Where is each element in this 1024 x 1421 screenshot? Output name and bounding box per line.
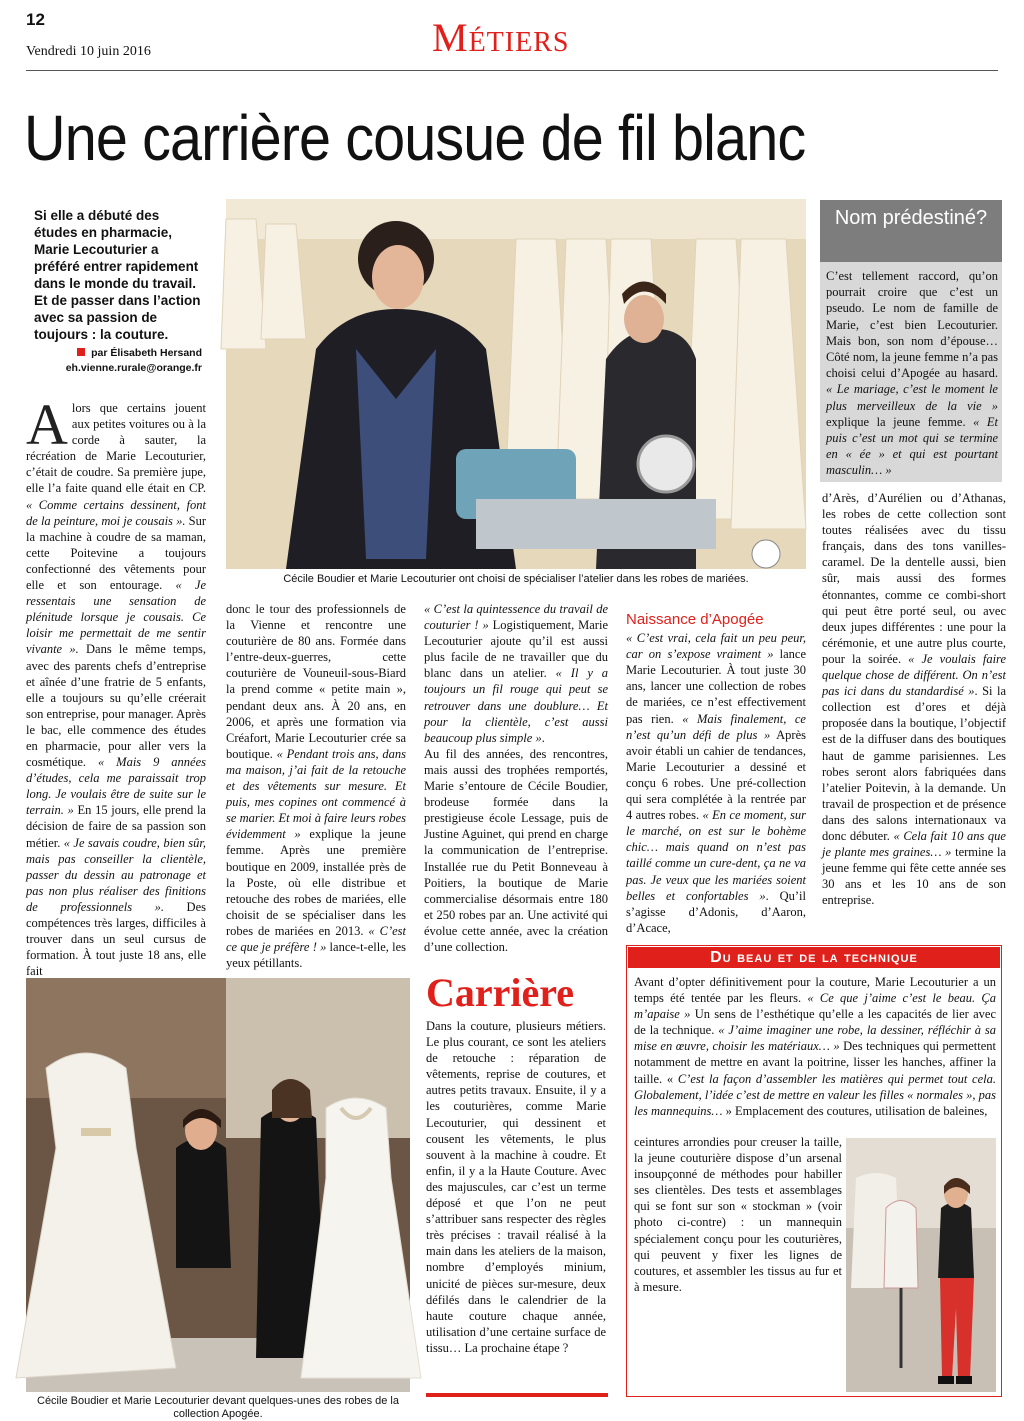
technique-text: Un sens de l’esthétique qu’elle a les capacités de lier avec de la technique. <box>634 1007 997 1038</box>
quote: « Je savais coudre, bien sûr, mais pas conseiller la clientèle, passer du dessin au patronage et pas non plus réaliser des finitions de professionnels ». <box>26 835 206 914</box>
photo-stockman <box>846 1138 996 1392</box>
article-text: lance-t-elle, les yeux pétillants. <box>226 939 406 971</box>
article-column-4 <box>626 612 806 934</box>
byline <box>34 346 202 376</box>
quote: « Mais finalement, ce n’est qu’un défi de plus » <box>626 711 806 742</box>
article-text: explique la jeune femme. Après une première boutique en 2009, installée près de la Poste, où elle distribue et retouche des robes de mariées, elle choisit de se spécialiser dans les robes de mariées en 2013. <box>226 827 406 938</box>
technique-intro <box>634 974 996 1134</box>
photo-atelier-illustration <box>226 199 806 569</box>
section-title: Métiers <box>432 15 570 60</box>
quote: « Et puis c’est un mot qui se termine en « ée » et qui est pourtant masculin… » <box>826 414 999 478</box>
article-text: termine la jeune femme qui fête cette année ses 30 ans et les 10 ans de son entreprise. <box>822 845 1006 908</box>
quote: « Je ressentais une sensation de plénitude lorsque je cousais. Ce loisir me permettait de me sentir vivante ». <box>26 578 206 657</box>
quote: « Cela fait 10 ans que je plante mes graines… » <box>822 828 1006 860</box>
sidebar-text-part: explique la jeune femme. <box>826 414 974 429</box>
dropcap: A <box>26 392 68 457</box>
article-column-3 <box>424 601 608 963</box>
sidebar-text-part: C’est tellement raccord, qu’on pourrait croire que c’est un pseudo. Le nom de famille de Marie, c’est bien Lecouturier. Mais bon, son nom d’épouse… Côté nom, la jeune femme n’a pas choisi celui d’Apogée au hasard. <box>826 269 998 381</box>
photo-atelier <box>226 199 806 569</box>
article-text: . Qu’il s’agisse d’Adonis, d’Aaron, d’Acace, <box>626 888 806 935</box>
sidebar-title: Nom prédestiné? <box>820 200 1002 262</box>
article-text: donc le tour des professionnels de la Vienne et rencontre une couturière de 80 ans. Formée dans l’entre-deux-guerres, cette couturière de Vouneuil-sous-Biard la prend comme « petite main », pendant deux ans. À 20 ans, en 2006, et après une formation via Créafort, Marie Lecouturier crée sa boutique. <box>226 602 406 761</box>
article-text: lors que certains jouent aux petites voitures ou à la corde à sauter, la récréation de Marie Lecouturier, c’était de coudre. Sa première jupe, elle l’a faite quand elle était en CP. <box>26 401 206 496</box>
technique-continued <box>634 1134 842 1392</box>
article-column-1 <box>26 392 206 979</box>
byline-email: eh.vienne.rurale@orange.fr <box>65 362 202 374</box>
technique-text: Avant d’opter définitivement pour la couture, Marie Lecouturier a un temps été tentée par les fleurs. <box>634 975 996 1006</box>
quote: « Je voulais faire quelque chose de différent. On n’est pas ici dans du standardisé » <box>822 651 1006 699</box>
header-rule <box>26 70 998 71</box>
quote: « Comme certains dessinent, font de la peinture, moi je cousais ». <box>26 497 206 528</box>
article-text: . Si la collection est d’ores et déjà proposée dans la boutique, l’objectif est de la diffuser dans des boutiques haut de gamme parisiennes. Les robes seront alors fabriquées dans l’atelier Poitevin, à la demande. Un travail de prospection et de présence dans des salons internationaux va donc débuter. <box>822 684 1006 843</box>
photo-stockman-illustration <box>846 1138 996 1392</box>
carriere-rule <box>426 1393 608 1397</box>
carriere-title: Carrière <box>426 970 575 1015</box>
quote: « J’aime imaginer une robe, la dessiner, réfléchir à sa mise en œuvre, choisir les matériaux… » <box>634 1023 996 1054</box>
byline-author: par Élisabeth Hersand <box>91 347 202 359</box>
article-paragraph: Au fil des années, des rencontres, mais aussi des trophées remportés, Marie s’entoure de Cécile Boudier, brodeuse formée dans la prestigieuse école Lessage, puis de Justine Aguinet, qui prend en charge la communication de l’entreprise. Installée rue du Petit Bonneveau à Poitiers, la boutique de Marie commercialise désormais entre 180 et 250 robes par an. Une activité qui évolue cette année, avec la création d’une collection. <box>424 746 608 954</box>
quote: « C’est vrai, cela fait un peu peur, car on s’expose vraiment » <box>626 631 806 662</box>
subhead-naissance: Naissance d’Apogée <box>626 611 764 628</box>
quote: « C’est la quintessence du travail de couturier ! » <box>424 602 608 633</box>
technique-title: Du beau et de la technique <box>628 947 1000 968</box>
article-text: En 15 jours, elle prend la décision de faire de sa passion son métier. <box>26 803 206 850</box>
article-text: lance Marie Lecouturier. À tout juste 30 ans, lancer une collection de robes de mariées, ce n’est effectivement pas rien. <box>626 647 806 726</box>
page-number: 12 <box>26 10 45 29</box>
article-text: d’Arès, d’Aurélien ou d’Athanas, les robes de cette collection sont toutes réalisées avec du tissu français, dans des tons vanilles-caramel. De la dentelle aussi, bien sûr, mais aussi des formes étonnantes, comme ce combi-short qui peut être porté seul, ou avec deux jupes différentes : une pour la cérémonie, et une autre plus courte, pour la soirée. <box>822 491 1006 666</box>
lede: Si elle a débuté des études en pharmacie, Marie Lecouturier a préféré entrer rapidement dans le monde du travail. Et de passer dans l’action avec sa passion de toujours : la couture. <box>34 208 201 342</box>
article-text: . <box>541 730 545 745</box>
article-column-5 <box>822 490 1006 934</box>
photo-atelier-caption: Cécile Boudier et Marie Lecouturier ont choisi de spécialiser l’atelier dans les robes de mariées. <box>283 573 749 585</box>
technique-text: Des techniques qui permettent notamment de mettre en avant la poitrine, lisser les hanches, affiner la taille. « <box>634 1039 996 1086</box>
article-text: Des compétences très larges, difficiles à trouver dans un seul cursus de formation. À tout juste 18 ans, elle fait <box>26 899 206 979</box>
quote: « Le mariage, c’est le moment le plus merveilleux de la vie » <box>826 382 998 413</box>
article-text: Après avoir établi un cahier de tendances, Marie Lecouturier a dessiné et conçu 6 robes. Une pré-collection qui sera complétée à la rentrée par 4 autres robes. <box>626 727 806 823</box>
article-text: Dans le même temps, avec des parents chefs d’entreprise et aînée d’une fratrie de 5 enfants, elle a toujours su qu’elle créerait son entreprise, pour manager. Après le bac, elle commence des études en pharmacie, pour aller vers la cosmétique. <box>26 642 206 770</box>
article-text: Sur la machine à coudre de sa maman, cette Poitevine a toujours confectionné des vêtements pour elle et son entourage. <box>26 513 206 593</box>
quote: C’est la façon d’assembler les matières qui permet tout cela. Globalement, l’idée c’est de mettre en valeur les filles « normales », pas les mannequins… <box>634 1071 996 1118</box>
photo-collection <box>26 978 410 1392</box>
carriere-text: Dans la couture, plusieurs métiers. Le plus courant, ce sont les ateliers de retouche : réparation de vêtements, reprise de coutures, et autres petits travaux. Ensuite, il y a les couturières, comme Marie Lecouturier, qui dessinent et cousent les vêtements, le plus souvent à la machine à coudre. Et enfin, il y a la Haute Couture. Avec des majuscules, car c’est un terme déposé et que l’on ne peut s’attribuer sans respecter des règles très précises : travail réalisé à la main dans les ateliers de la maison, nombre d’employés minium, unicité de pièces sur-mesure, deux défilés dans le calendrier de la haute couture chaque année, utilisation d’une certaine surface de tissu… La prochaine étape ? <box>426 1019 606 1355</box>
technique-text: » Emplacement des coutures, utilisation de baleines, <box>722 1103 988 1118</box>
quote: « C’est ce que je préfère ! » <box>226 923 406 954</box>
sidebar-text <box>826 268 998 479</box>
quote: « Ce que j’aime c’est le beau. Ça m’apaise » <box>634 991 996 1022</box>
technique-text: ceintures arrondies pour creuser la taille, la jeune couturière dispose d’un arsenal insoupçonné de méthodes pour habiller ses clientèles. Des tests et assemblages qui se font sur son « stockman » (voir photo ci-contre) : un mannequin spécialement conçu pour les couturières, qui peuvent y fixer les lignes de coutures, et assembler les tissus au fur et à mesure. <box>634 1135 842 1294</box>
photo-collection-caption: Cécile Boudier et Marie Lecouturier devant quelques-unes des robes de la collection Apogée. <box>37 1395 399 1420</box>
photo-collection-illustration <box>26 978 410 1392</box>
quote: « En ce moment, sur le marché, on est sur le bohème chic… mais quand on n’est pas taillé comme un cure-dent, ça ne va pas. Je veux que les mariées soient belles et confortables » <box>626 808 807 903</box>
issue-date: Vendredi 10 juin 2016 <box>26 44 151 59</box>
article-column-2 <box>226 601 406 971</box>
headline: Une carrière cousue de fil blanc <box>24 102 806 174</box>
quote: « Pendant trois ans, dans ma maison, j’ai fait de la retouche et des vêtements sur mesure. Et puis, mes copines ont commencé à se marier. Et moi à faire leurs robes évidemment » <box>226 746 406 842</box>
article-text: Logistiquement, Marie Lecouturier ajoute qu’il est aussi plus facile de ne travailler que du blanc dans un atelier. <box>424 618 608 681</box>
quote: « Il y a toujours un fil rouge qui peut se retrouver dans une doublure… Et pour la clientèle, c’est aussi beaucoup plus simple » <box>424 666 608 745</box>
byline-marker <box>77 348 85 356</box>
quote: « Mais 9 années d’études, cela me paraissait trop long. Je voulais être de suite sur le terrain. » <box>26 755 206 818</box>
